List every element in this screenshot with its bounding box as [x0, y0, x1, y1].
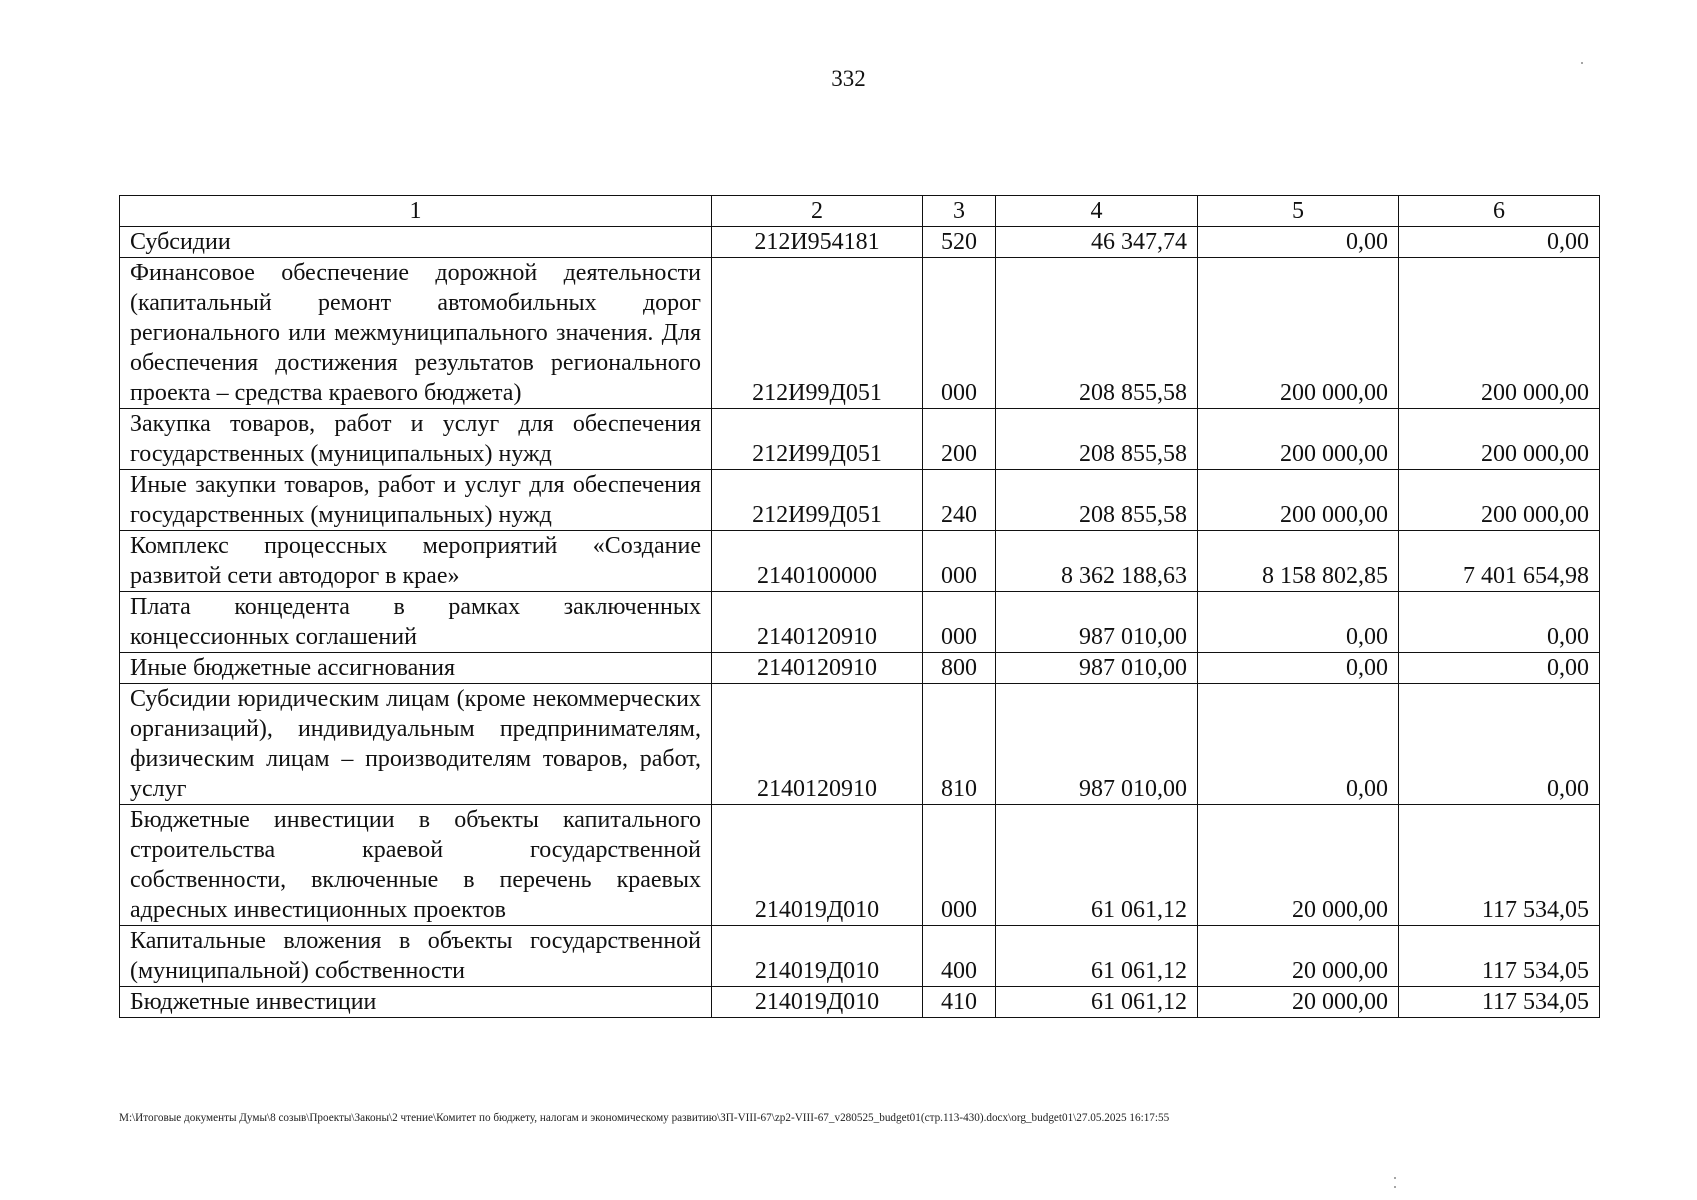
- amount-col5: 200 000,00: [1198, 409, 1399, 470]
- column-header: 5: [1198, 196, 1399, 227]
- expense-type: 200: [923, 409, 996, 470]
- target-code: 2140120910: [712, 684, 923, 805]
- row-name: Субсидии юридическим лицам (кроме некоммерческих организаций), индивидуальным предпринимателям, физическим лицам – производителям товаров, работ, услуг: [120, 684, 712, 805]
- amount-col6: 7 401 654,98: [1399, 531, 1600, 592]
- amount-col6: 117 534,05: [1399, 987, 1600, 1018]
- target-code: 2140120910: [712, 592, 923, 653]
- scan-speck: [1394, 1186, 1396, 1188]
- expense-type: 240: [923, 470, 996, 531]
- amount-col5: 0,00: [1198, 684, 1399, 805]
- row-name: Бюджетные инвестиции: [120, 987, 712, 1018]
- amount-col4: 987 010,00: [996, 653, 1198, 684]
- amount-col4: 46 347,74: [996, 227, 1198, 258]
- table-row: [120, 258, 1600, 409]
- amount-col4: 208 855,58: [996, 258, 1198, 409]
- column-header: 2: [712, 196, 923, 227]
- amount-col4: 8 362 188,63: [996, 531, 1198, 592]
- table-header-row: [120, 196, 1600, 227]
- amount-col6: 200 000,00: [1399, 409, 1600, 470]
- expense-type: 410: [923, 987, 996, 1018]
- amount-col4: 208 855,58: [996, 409, 1198, 470]
- amount-col6: 0,00: [1399, 227, 1600, 258]
- expense-type: 810: [923, 684, 996, 805]
- expense-type: 520: [923, 227, 996, 258]
- row-name: Бюджетные инвестиции в объекты капитального строительства краевой государственной собственности, включенные в перечень краевых адресных инвестиционных проектов: [120, 805, 712, 926]
- column-header: 1: [120, 196, 712, 227]
- amount-col6: 0,00: [1399, 653, 1600, 684]
- row-name: Иные бюджетные ассигнования: [120, 653, 712, 684]
- amount-col4: 61 061,12: [996, 987, 1198, 1018]
- amount-col5: 0,00: [1198, 227, 1399, 258]
- row-name: Финансовое обеспечение дорожной деятельности (капитальный ремонт автомобильных дорог регионального или межмуниципального значения. Для обеспечения достижения результатов регионального проекта – средства краевого бюджета): [120, 258, 712, 409]
- expense-type: 400: [923, 926, 996, 987]
- table-row: [120, 653, 1600, 684]
- amount-col5: 20 000,00: [1198, 926, 1399, 987]
- row-name: Плата концедента в рамках заключенных концессионных соглашений: [120, 592, 712, 653]
- amount-col6: 0,00: [1399, 684, 1600, 805]
- target-code: 212И99Д051: [712, 470, 923, 531]
- target-code: 212И99Д051: [712, 258, 923, 409]
- column-header: 3: [923, 196, 996, 227]
- target-code: 212И99Д051: [712, 409, 923, 470]
- amount-col5: 200 000,00: [1198, 258, 1399, 409]
- amount-col4: 61 061,12: [996, 805, 1198, 926]
- budget-table: [119, 195, 1600, 1018]
- amount-col5: 20 000,00: [1198, 987, 1399, 1018]
- footer-file-path: М:\Итоговые документы Думы\8 созыв\Проекты\Законы\2 чтение\Комитет по бюджету, налогам и экономическому развитию\ЗП-VIII-67\zp2-VIII-67_v280525_budget01(стр.113-430).docx\org_budget01\27.05.2025 16:17:55: [119, 1112, 1170, 1124]
- column-header: 4: [996, 196, 1198, 227]
- column-header: 6: [1399, 196, 1600, 227]
- amount-col6: 200 000,00: [1399, 258, 1600, 409]
- target-code: 214019Д010: [712, 926, 923, 987]
- amount-col6: 200 000,00: [1399, 470, 1600, 531]
- table-row: [120, 684, 1600, 805]
- expense-type: 000: [923, 805, 996, 926]
- table-row: [120, 470, 1600, 531]
- page-number: 332: [831, 66, 866, 91]
- amount-col4: 987 010,00: [996, 592, 1198, 653]
- row-name: Иные закупки товаров, работ и услуг для обеспечения государственных (муниципальных) нужд: [120, 470, 712, 531]
- expense-type: 000: [923, 258, 996, 409]
- amount-col5: 20 000,00: [1198, 805, 1399, 926]
- table-row: [120, 531, 1600, 592]
- table-row: [120, 592, 1600, 653]
- table-row: [120, 805, 1600, 926]
- amount-col5: 8 158 802,85: [1198, 531, 1399, 592]
- table-row: [120, 926, 1600, 987]
- amount-col6: 117 534,05: [1399, 805, 1600, 926]
- row-name: Капитальные вложения в объекты государственной (муниципальной) собственности: [120, 926, 712, 987]
- table-row: [120, 987, 1600, 1018]
- expense-type: 000: [923, 531, 996, 592]
- scan-speck: [1581, 62, 1583, 64]
- target-code: 2140120910: [712, 653, 923, 684]
- amount-col5: 200 000,00: [1198, 470, 1399, 531]
- amount-col6: 0,00: [1399, 592, 1600, 653]
- table-row: [120, 227, 1600, 258]
- row-name: Закупка товаров, работ и услуг для обеспечения государственных (муниципальных) нужд: [120, 409, 712, 470]
- amount-col5: 0,00: [1198, 592, 1399, 653]
- amount-col4: 61 061,12: [996, 926, 1198, 987]
- row-name: Субсидии: [120, 227, 712, 258]
- target-code: 214019Д010: [712, 805, 923, 926]
- expense-type: 000: [923, 592, 996, 653]
- table-row: [120, 409, 1600, 470]
- target-code: 2140100000: [712, 531, 923, 592]
- amount-col4: 208 855,58: [996, 470, 1198, 531]
- scan-speck: [1394, 1177, 1396, 1179]
- target-code: 214019Д010: [712, 987, 923, 1018]
- amount-col6: 117 534,05: [1399, 926, 1600, 987]
- amount-col4: 987 010,00: [996, 684, 1198, 805]
- row-name: Комплекс процессных мероприятий «Создание развитой сети автодорог в крае»: [120, 531, 712, 592]
- target-code: 212И954181: [712, 227, 923, 258]
- expense-type: 800: [923, 653, 996, 684]
- amount-col5: 0,00: [1198, 653, 1399, 684]
